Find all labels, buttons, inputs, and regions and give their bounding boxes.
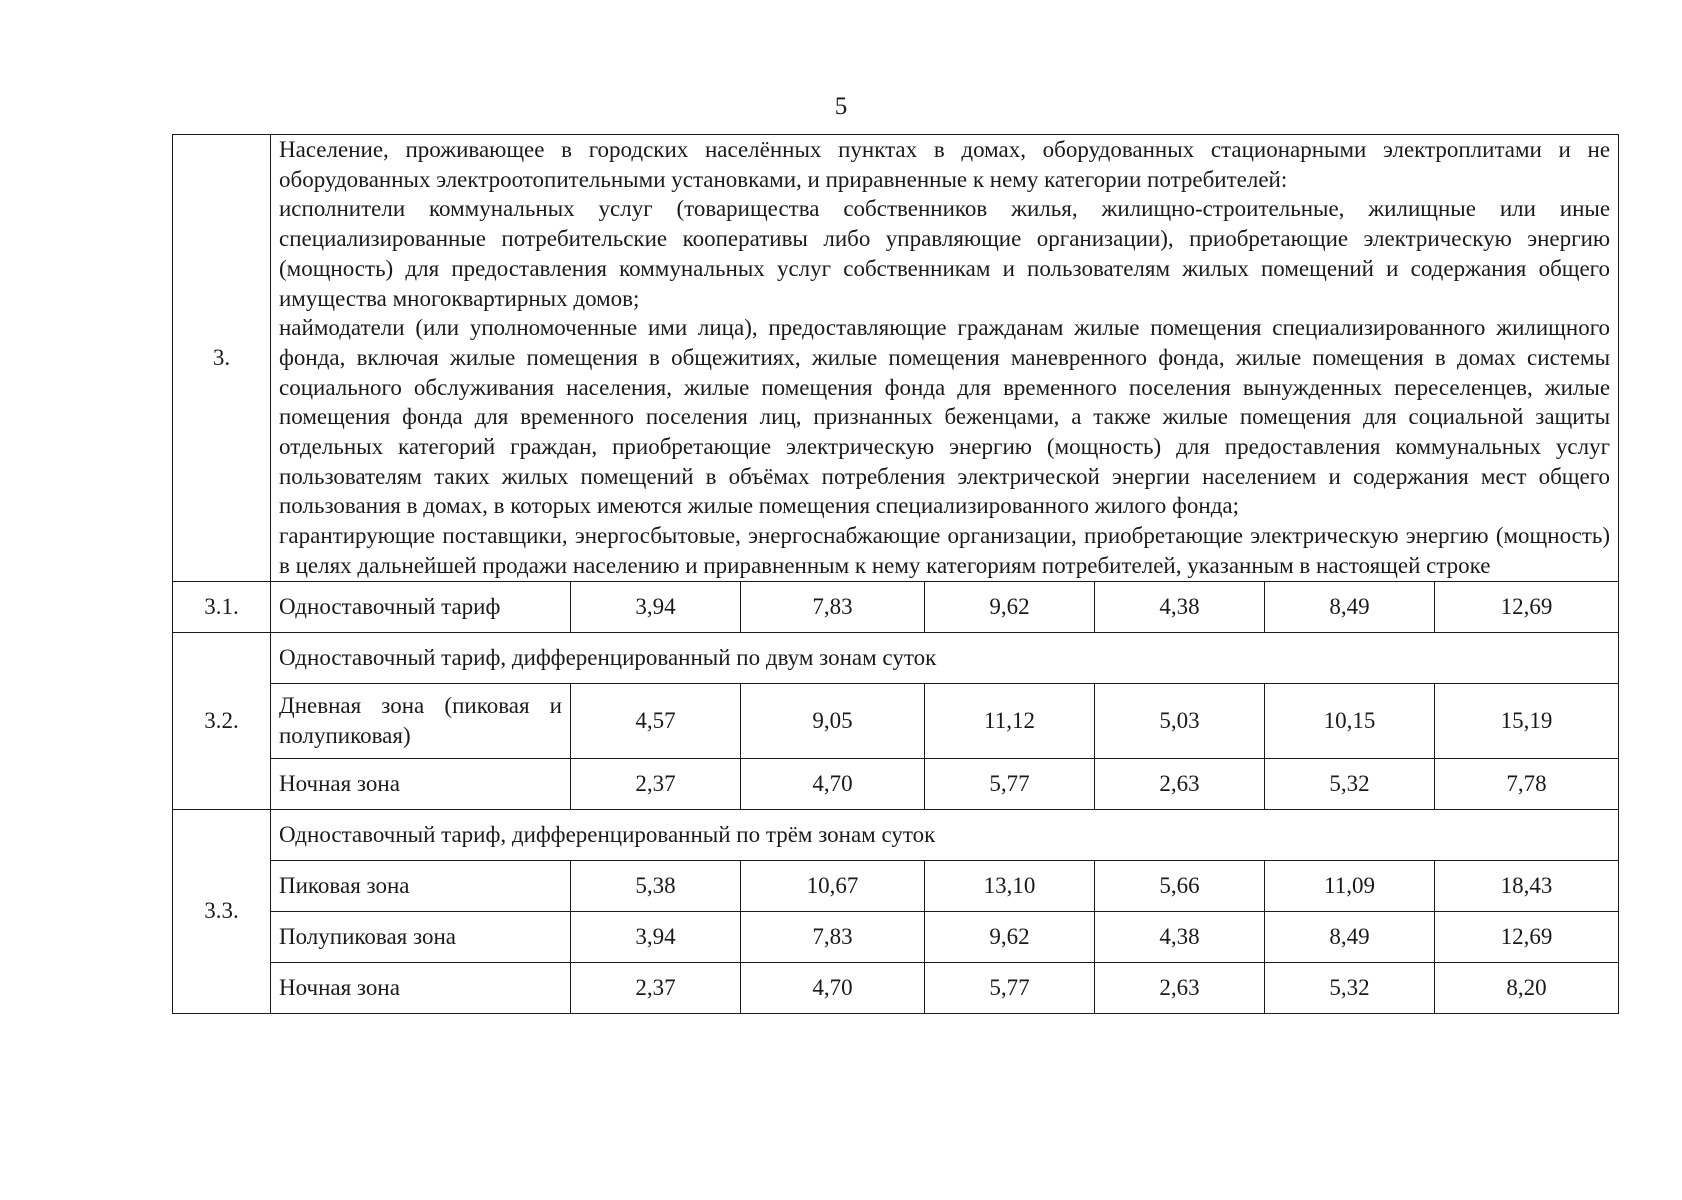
table-cell: 11,12 bbox=[925, 683, 1095, 758]
table-cell: 5,32 bbox=[1265, 962, 1435, 1013]
table-row-3-3-header bbox=[173, 809, 1619, 860]
row-group-header: Одноставочный тариф, дифференцированный по двум зонам суток bbox=[271, 632, 1619, 683]
table-cell: 5,03 bbox=[1095, 683, 1265, 758]
row-label: Полупиковая зона bbox=[271, 911, 571, 962]
row-number: 3.2. bbox=[173, 632, 271, 809]
row-group-header: Одноставочный тариф, дифференцированный по трём зонам суток bbox=[271, 809, 1619, 860]
table-cell: 8,20 bbox=[1435, 962, 1619, 1013]
table-cell: 9,05 bbox=[741, 683, 925, 758]
table-cell: 4,70 bbox=[741, 962, 925, 1013]
table-cell: 15,19 bbox=[1435, 683, 1619, 758]
table-cell: 8,49 bbox=[1265, 581, 1435, 632]
table-cell: 9,62 bbox=[925, 911, 1095, 962]
table-row-3-3-night bbox=[173, 962, 1619, 1013]
section-description bbox=[271, 135, 1619, 582]
table-cell: 9,62 bbox=[925, 581, 1095, 632]
table-cell: 2,63 bbox=[1095, 962, 1265, 1013]
table-cell: 13,10 bbox=[925, 860, 1095, 911]
table-cell: 2,37 bbox=[571, 962, 741, 1013]
table-row-3-3-semipeak bbox=[173, 911, 1619, 962]
row-label-text: Дневная зона (пиковая и полупиковая) bbox=[279, 692, 562, 748]
table-cell: 12,69 bbox=[1435, 581, 1619, 632]
table-cell: 4,38 bbox=[1095, 911, 1265, 962]
section-3-row bbox=[173, 135, 1619, 582]
table-cell: 5,77 bbox=[925, 962, 1095, 1013]
table-row-3-2-day bbox=[173, 683, 1619, 758]
row-label: Пиковая зона bbox=[271, 860, 571, 911]
section-number: 3. bbox=[173, 135, 271, 582]
table-cell: 2,63 bbox=[1095, 758, 1265, 809]
table-cell: 5,77 bbox=[925, 758, 1095, 809]
row-label: Одноставочный тариф bbox=[271, 581, 571, 632]
table-cell: 10,15 bbox=[1265, 683, 1435, 758]
page-number: 5 bbox=[834, 93, 848, 120]
table-row-3-2-night bbox=[173, 758, 1619, 809]
section-paragraph: Население, проживающее в городских населённых пунктах в домах, оборудованных стационарными электроплитами и не оборудованных электроотопительными установками, и приравненные к нему категории потребителей: bbox=[279, 137, 1611, 192]
row-label bbox=[271, 683, 571, 758]
tariff-table bbox=[172, 134, 1619, 1014]
table-cell: 18,43 bbox=[1435, 860, 1619, 911]
section-paragraph: исполнители коммунальных услуг (товарищества собственников жилья, жилищно-строительные, жилищные или иные специализированные потребительские кооперативы либо управляющие организации), приобретающие электрическую энергию (мощность) для предоставления коммунальных услуг собственникам и пользователям жилых помещений и содержания общего имущества многоквартирных домов; bbox=[279, 196, 1611, 311]
section-paragraph: наймодатели (или уполномоченные ими лица), предоставляющие гражданам жилые помещения специализированного жилищного фонда, включая жилые помещения в общежитиях, жилые помещения маневренного фонда, жилые помещения в домах системы социального обслуживания населения, жилые помещения фонда для временного поселения вынужденных переселенцев, жилые помещения фонда для временного поселения лиц, признанных беженцами, а также жилые помещения для социальной защиты отдельных категорий граждан, приобретающие электрическую энергию (мощность) для предоставления коммунальных услуг пользователям таких жилых помещений в объёмах потребления электрической энергии населением и содержания мест общего пользования в домах, в которых имеются жилые помещения специализированного жилого фонда; bbox=[279, 315, 1611, 519]
table-row-3-3-peak bbox=[173, 860, 1619, 911]
table-cell: 7,83 bbox=[741, 581, 925, 632]
table-cell: 12,69 bbox=[1435, 911, 1619, 962]
table-cell: 4,70 bbox=[741, 758, 925, 809]
table-cell: 5,38 bbox=[571, 860, 741, 911]
table-cell: 10,67 bbox=[741, 860, 925, 911]
table-cell: 3,94 bbox=[571, 911, 741, 962]
table-cell: 7,83 bbox=[741, 911, 925, 962]
table-cell: 7,78 bbox=[1435, 758, 1619, 809]
table-cell: 8,49 bbox=[1265, 911, 1435, 962]
row-label: Ночная зона bbox=[271, 758, 571, 809]
table-cell: 2,37 bbox=[571, 758, 741, 809]
section-paragraph: гарантирующие поставщики, энергосбытовые, энергоснабжающие организации, приобретающие электрическую энергию (мощность) в целях дальнейшей продажи населению и приравненным к нему категориям потребителей, указанным в настоящей строке bbox=[279, 523, 1611, 578]
table-row-3-2-header bbox=[173, 632, 1619, 683]
table-cell: 11,09 bbox=[1265, 860, 1435, 911]
table-cell: 4,57 bbox=[571, 683, 741, 758]
row-label: Ночная зона bbox=[271, 962, 571, 1013]
table-cell: 4,38 bbox=[1095, 581, 1265, 632]
table-row-3-1 bbox=[173, 581, 1619, 632]
table-cell: 3,94 bbox=[571, 581, 741, 632]
row-number: 3.3. bbox=[173, 809, 271, 1013]
table-cell: 5,32 bbox=[1265, 758, 1435, 809]
row-number: 3.1. bbox=[173, 581, 271, 632]
table-cell: 5,66 bbox=[1095, 860, 1265, 911]
